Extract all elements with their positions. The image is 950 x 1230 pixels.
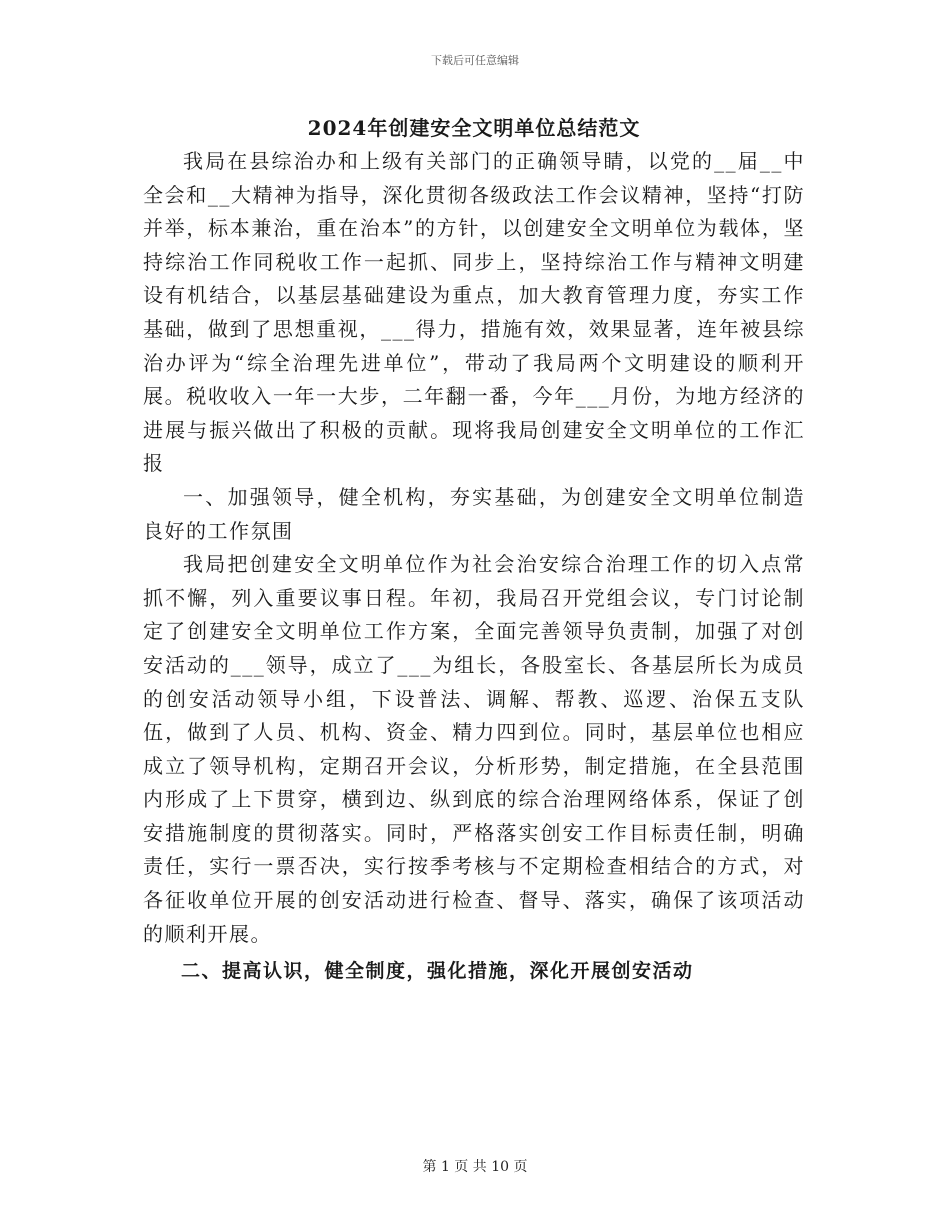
paragraph-section-1-heading: 一、加强领导，健全机构，夯实基础，为创建安全文明单位制造良好的工作氛围 (143, 484, 805, 543)
document-title: 2024年创建安全文明单位总结范文 (307, 116, 641, 140)
header-note: 下载后可任意编辑 (431, 54, 519, 67)
paragraph-section-1-body: 我局把创建安全文明单位作为社会治安综合治理工作的切入点常抓不懈，列入重要议事日程。年初，我局召开党组会议，专门讨论制定了创建安全文明单位工作方案，全面完善领导负责制，加强了对创安活动的___领导，成立了___为组长，各股室长、各基层所长为成员的创安活动领导小组，下设普法、调解、帮教、巡逻、治保五支队伍，做到了人员、机构、资金、精力四到位。同时，基层单位也相应成立了领导机构，定期召开会议，分析形势，制定措施，在全县范围内形成了上下贯穿，横到边、纵到底的综合治理网络体系，保证了创安措施制度的贯彻落实。同时，严格落实创安工作目标责任制，明确责任，实行一票否决，实行按季考核与不定期检查相结合的方式，对各征收单位开展的创安活动进行检查、督导、落实，确保了该项活动的顺利开展。 (143, 552, 805, 946)
page-footer: 第 1 页 共 10 页 (422, 1159, 528, 1175)
document-body (143, 112, 805, 989)
paragraph-intro: 我局在县综治办和上级有关部门的正确领导睛，以党的__届__中全会和__大精神为指导，深化贯彻各级政法工作会议精神，坚持“打防并举，标本兼治，重在治本”的方针，以创建安全文明单位为载体，坚持综治工作同税收工作一起抓、同步上，坚持综治工作与精神文明建设有机结合，以基层基础建设为重点，加大教育管理力度，夯实工作基础，做到了思想重视，___得力，措施有效，效果显著，连年被县综治办评为“综全治理先进单位”，带动了我局两个文明建设的顺利开展。税收收入一年一大步，二年翻一番，今年___月份，为地方经济的进展与振兴做出了积极的贡献。现将我局创建安全文明单位的工作汇报 (143, 149, 805, 476)
section-2-heading: 二、提高认识，健全制度，强化措施，深化开展创安活动 (181, 960, 694, 983)
